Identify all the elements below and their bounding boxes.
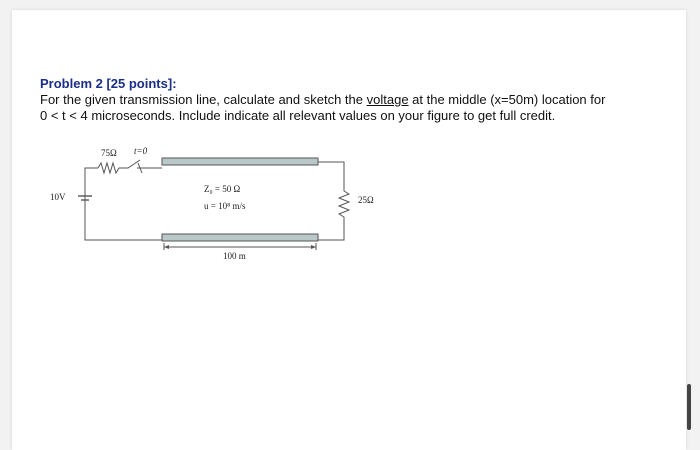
switch-blade <box>124 160 140 168</box>
dim-arrow-left <box>164 245 169 249</box>
left-wire <box>85 168 162 240</box>
right-bottom-wire <box>318 217 344 240</box>
right-top-wire <box>318 162 344 191</box>
source-resistor-label: 75Ω <box>101 148 117 158</box>
dim-arrow-right <box>311 245 316 249</box>
voltage-underlined: voltage <box>366 92 409 107</box>
problem-text-line-2: 0 < t < 4 microseconds. Include indicate all relevant values on your figure to get full credit. <box>40 108 556 123</box>
problem-title: Problem 2 [25 points]: <box>40 76 177 91</box>
tl-top-conductor <box>162 158 318 165</box>
problem-text-post: at the middle (x=50m) location for <box>408 92 606 107</box>
load-resistor-label: 25Ω <box>358 195 374 205</box>
source-resistor-zigzag <box>98 163 124 173</box>
load-resistor-zigzag <box>339 191 349 217</box>
scrollbar-thumb[interactable] <box>687 384 691 430</box>
source-voltage-label: 10V <box>50 192 66 202</box>
tl-bottom-conductor <box>162 234 318 241</box>
length-dimension-line <box>164 243 316 250</box>
switch-time-label: t=0 <box>134 146 148 156</box>
impedance-label: Z₀ = 50 Ω <box>204 184 241 194</box>
length-label: 100 m <box>223 251 246 261</box>
velocity-label: u = 10⁸ m/s <box>204 201 246 211</box>
problem-text-pre: For the given transmission line, calculate and sketch the <box>40 92 367 107</box>
